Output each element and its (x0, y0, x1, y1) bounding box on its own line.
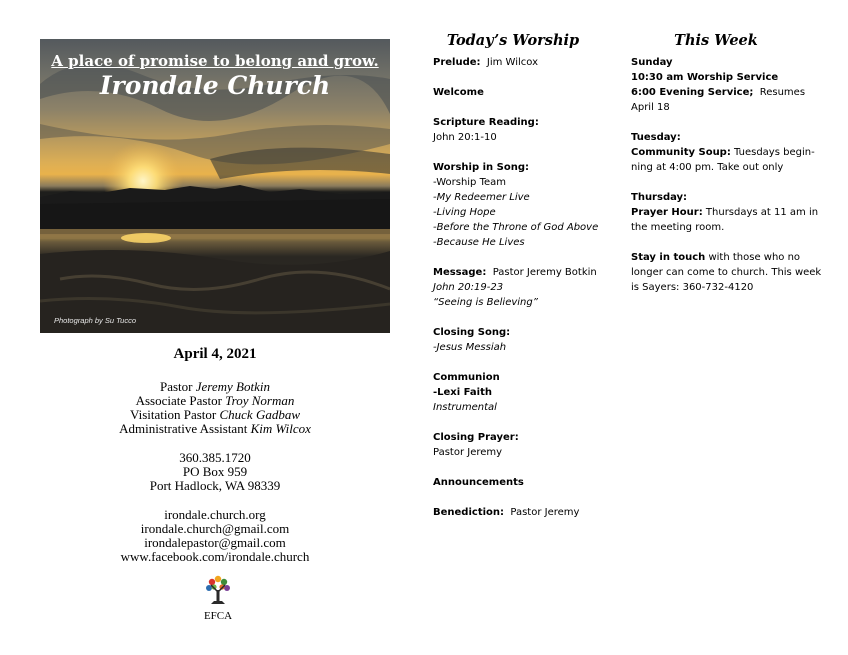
song-item: -My Redeemer Live (433, 192, 530, 203)
prayer-value: Pastor Jeremy (433, 447, 503, 458)
thursday-events (631, 190, 831, 235)
closing-song-title: -Jesus Messiah (433, 342, 507, 353)
photo-credit: Photograph by Su Tucco (54, 316, 136, 325)
service-date: April 4, 2021 (173, 346, 257, 362)
sunday-label: Sunday (631, 57, 673, 68)
stay-in-touch (631, 250, 831, 295)
po-box: PO Box 959 (182, 464, 248, 479)
staff-line (40, 394, 390, 408)
benediction-label: Benediction: (433, 507, 505, 518)
touch-label: Stay in touch (631, 252, 706, 263)
soup-text: Tuesdays begin-ning at 4:00 pm. Take out only (631, 147, 815, 173)
prelude (433, 55, 623, 70)
worship-in-song (433, 160, 623, 250)
scripture-value: John 20:1-10 (433, 132, 497, 143)
staff-role: Administrative Assistant (119, 421, 248, 436)
efca-logo (198, 574, 238, 622)
staff-line (40, 408, 390, 422)
communion-style: Instrumental (433, 402, 497, 413)
tagline: A place of promise to belong and grow. (51, 52, 379, 70)
week-heading: This Week (674, 32, 758, 49)
welcome: Welcome (433, 87, 484, 98)
tuesday-events (631, 130, 831, 175)
tree-icon (202, 574, 234, 606)
staff-line (40, 380, 390, 394)
message-title: “Seeing is Believing” (433, 297, 538, 308)
facebook-link[interactable]: www.facebook.com/irondale.church (120, 549, 310, 564)
staff-list (40, 380, 390, 436)
closing-prayer (433, 430, 623, 460)
sunday-service: 10:30 am Worship Service (631, 72, 779, 83)
staff-name: Troy Norman (225, 393, 295, 408)
church-name: Irondale Church (99, 71, 331, 100)
song-item: -Before the Throne of God Above (433, 222, 599, 233)
message (433, 265, 623, 310)
prelude-value: Jim Wilcox (486, 57, 538, 68)
cover-photo (40, 39, 390, 333)
prayer-hour-text: Thursdays at 11 am in the meeting room. (631, 207, 819, 233)
this-week (631, 32, 831, 310)
prayer-hour-label: Prayer Hour: (631, 207, 703, 218)
staff-role: Pastor (160, 379, 193, 394)
song-item: -Because He Lives (433, 237, 525, 248)
online-info (40, 508, 390, 564)
staff-role: Associate Pastor (135, 393, 222, 408)
evening-service-label: 6:00 Evening Service; (631, 87, 754, 98)
closing-song (433, 325, 623, 355)
church-email-link[interactable]: irondale.church@gmail.com (140, 521, 290, 536)
prayer-label: Closing Prayer: (433, 432, 519, 443)
scripture-reading (433, 115, 623, 145)
sunday-events (631, 55, 831, 115)
message-passage: John 20:19-23 (433, 282, 504, 293)
soup-label: Community Soup: (631, 147, 731, 158)
song-team: -Worship Team (433, 177, 507, 188)
staff-name: Jeremy Botkin (195, 379, 270, 394)
announcements: Announcements (433, 477, 524, 488)
closing-song-label: Closing Song: (433, 327, 511, 338)
song-item: -Living Hope (433, 207, 496, 218)
scripture-label: Scripture Reading: (433, 117, 539, 128)
communion-leader: -Lexi Faith (433, 387, 492, 398)
touch-text: with those who no longer can come to church. This week is Sayers: 360-732-4120 (631, 252, 822, 293)
song-label: Worship in Song: (433, 162, 529, 173)
efca-text: EFCA (203, 610, 233, 622)
message-label: Message: (433, 267, 487, 278)
communion-label: Communion (433, 372, 500, 383)
website-link[interactable]: irondale.church.org (164, 507, 266, 522)
tuesday-label: Tuesday: (631, 132, 681, 143)
message-speaker: Pastor Jeremy Botkin (492, 267, 597, 278)
contact-info (40, 451, 390, 493)
phone: 360.385.1720 (179, 450, 251, 465)
staff-role: Visitation Pastor (129, 407, 217, 422)
thursday-label: Thursday: (631, 192, 688, 203)
city-address: Port Hadlock, WA 98339 (149, 478, 281, 493)
worship-order (433, 32, 623, 535)
staff-name: Chuck Gadbaw (219, 407, 301, 422)
pastor-email-link[interactable]: irondalepastor@gmail.com (144, 535, 286, 550)
prelude-label: Prelude: (433, 57, 481, 68)
benediction-value: Pastor Jeremy (510, 507, 580, 518)
staff-line (40, 422, 390, 436)
worship-heading: Today’s Worship (446, 32, 580, 49)
evening-service-note: Resumes April 18 (631, 87, 806, 113)
staff-name: Kim Wilcox (250, 421, 311, 436)
benediction (433, 505, 623, 520)
communion (433, 370, 623, 415)
